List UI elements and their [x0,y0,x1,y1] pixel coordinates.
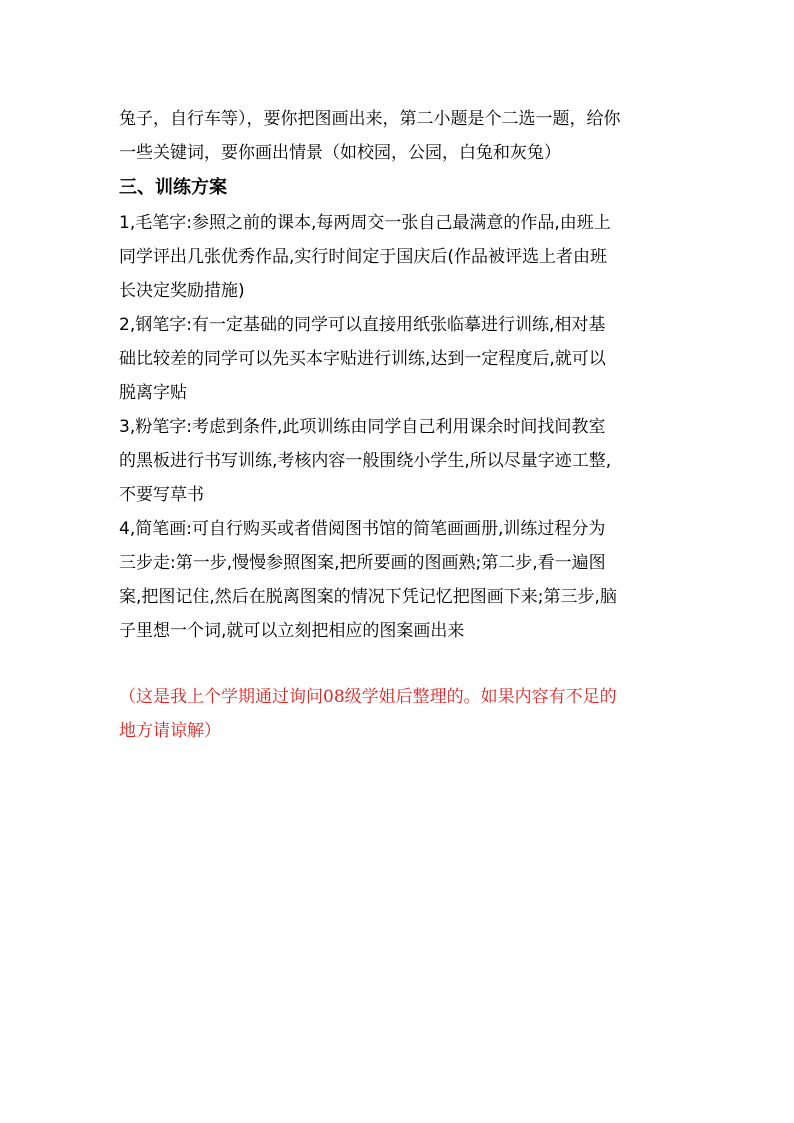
intro-line-1: 兔子，自行车等），要你把图画出来，第二小题是个二选一题，给你 [119,109,621,129]
item-2-line-1: 2,钢笔字:有一定基础的同学可以直接用纸张临摹进行训练,相对基 [119,315,606,335]
item-4-stick-drawing [119,512,679,648]
item-2-line-3: 脱离字贴 [119,383,187,403]
item-3-line-1: 3,粉笔字:考虑到条件,此项训练由同学自己利用课余时间找间教室 [119,417,606,437]
item-1-brush-calligraphy [119,206,679,308]
item-4-line-2: 三步走:第一步,慢慢参照图案,把所要画的图画熟;第二步,看一遍图 [119,553,606,573]
item-3-line-2: 的黑板进行书写训练,考核内容一般围绕小学生,所以尽量字迹工整, [119,451,612,471]
item-3-chalk-writing [119,410,679,512]
item-1-line-2: 同学评出几张优秀作品,实行时间定于国庆后(作品被评选上者由班 [119,247,608,267]
item-3-line-3: 不要写草书 [119,485,204,505]
document-body [119,102,679,748]
item-4-line-3: 案,把图记住,然后在脱离图案的情况下凭记忆把图画下来;第三步,脑 [119,587,617,607]
author-note [119,680,679,748]
item-4-line-4: 子里想一个词,就可以立刻把相应的图案画出来 [119,621,465,641]
item-1-line-1: 1,毛笔字:参照之前的课本,每两周交一张自己最满意的作品,由班上 [119,213,611,233]
intro-line-2: 一些关键词，要你画出情景（如校园，公园，白兔和灰兔） [119,143,561,163]
item-4-line-1: 4,简笔画:可自行购买或者借阅图书馆的简笔画画册,训练过程分为 [119,519,606,539]
section-heading: 三、训练方案 [119,177,227,198]
item-2-line-2: 础比较差的同学可以先买本字贴进行训练,达到一定程度后,就可以 [119,349,606,369]
item-2-pen-calligraphy [119,308,679,410]
author-note-line-2: 地方请谅解） [119,721,221,741]
author-note-line-1: （这是我上个学期通过询问08级学姐后整理的。如果内容有不足的 [119,687,617,707]
intro-paragraph [119,102,679,170]
item-1-line-3: 长决定奖励措施) [119,281,245,301]
